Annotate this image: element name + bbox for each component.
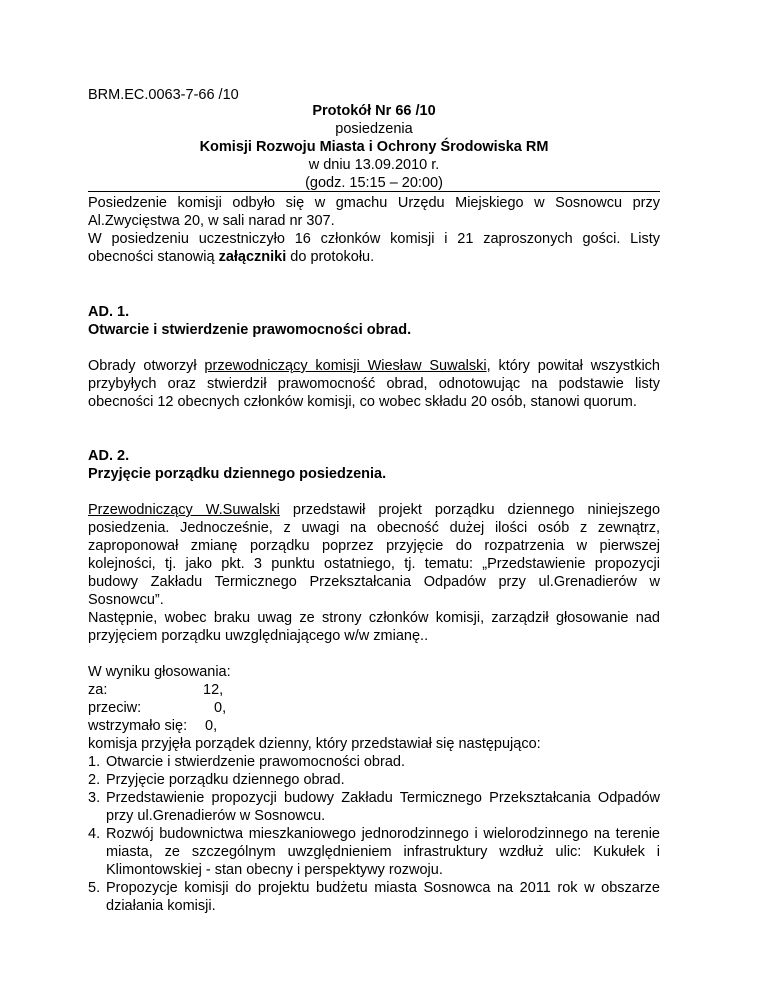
agenda-item-number: 4.	[88, 826, 101, 842]
agenda-item-number: 2.	[88, 772, 101, 788]
ad2-paragraph-proposal	[88, 501, 660, 609]
agenda-item-number: 5.	[88, 880, 101, 896]
vote-value: 0,	[205, 718, 218, 734]
agenda-item-number: 1.	[88, 754, 101, 770]
agenda-item-text: Przyjęcie porządku dziennego obrad.	[106, 772, 345, 788]
agenda-item	[88, 771, 660, 789]
vote-label: przeciw:	[88, 700, 142, 716]
ad1-text-start: Obrady otworzył	[88, 358, 205, 374]
committee-name: Komisji Rozwoju Miasta i Ochrony Środowiska RM	[199, 139, 549, 155]
vote-label: wstrzymało się:	[88, 718, 188, 734]
ad2-title: Przyjęcie porządku dziennego posiedzenia.	[88, 466, 387, 482]
vote-row-against	[88, 699, 660, 717]
vote-value: 12,	[203, 682, 224, 698]
agenda-item	[88, 789, 660, 825]
intro-attendance	[88, 230, 660, 266]
agenda-list	[88, 753, 660, 915]
agenda-item-text: Rozwój budownictwa mieszkaniowego jednorodzinnego i wielorodzinnego na terenie miasta, ze szczególnym uwzględnieniem infrastruktury wzdłuż ulic: Kukułek i Klimontowskiej - stan obecny i perspektywy rozwoju.	[106, 826, 660, 878]
ad2-section	[88, 447, 660, 915]
ad1-title: Otwarcie i stwierdzenie prawomocności obrad.	[88, 322, 412, 338]
attachments-label: załączniki	[218, 249, 287, 265]
vote-result: komisja przyjęła porządek dzienny, który przedstawiał się następująco:	[88, 736, 541, 752]
intro-attendance-end: do protokołu.	[286, 249, 375, 265]
vote-value: 0,	[214, 700, 227, 716]
ad1-text-rest: , który powitał wszystkich przybyłych oraz stwierdził prawomocność obrad, odnotowując na podstawie listy obecności 12 obecnych członków komisji, co wobec składu 20 osób, stanowi quorum.	[88, 358, 660, 410]
chairman-name: przewodniczący komisji Wiesław Suwalski	[204, 358, 487, 374]
chairman-short-name: Przewodniczący W.Suwalski	[88, 502, 280, 518]
protocol-title: Protokół Nr 66 /10	[312, 103, 436, 119]
agenda-item-text: Przedstawienie propozycji budowy Zakładu Termicznego Przekształcania Odpadów przy ul.Grenadierów w Sosnowcu.	[106, 790, 660, 824]
vote-label: za:	[88, 682, 108, 698]
meeting-date: w dniu 13.09.2010 r.	[308, 157, 440, 173]
ad2-heading: AD. 2.	[88, 448, 130, 464]
agenda-item-text: Propozycje komisji do projektu budżetu miasta Sosnowca na 2011 rok w obszarze działania komisji.	[106, 880, 660, 914]
ad1-paragraph	[88, 357, 660, 411]
agenda-item-number: 3.	[88, 790, 101, 806]
document-reference: BRM.EC.0063-7-66 /10	[88, 87, 239, 103]
header-divider	[88, 191, 660, 192]
meeting-hours: (godz. 15:15 – 20:00)	[305, 175, 443, 191]
ad1-section	[88, 303, 660, 411]
intro-attendance-text: W posiedzeniu uczestniczyło 16 członków komisji i 21 zaproszonych gości. Listy obecności stanowią	[88, 231, 660, 265]
ad2-proposal-text: przedstawił projekt porządku dziennego niniejszego posiedzenia. Jednocześnie, z uwagi na obecność dużej ilości osób z zewnątrz, zaproponował zmianę porządku poprzez przyjęcie do rozpatrzenia w pierwszej kolejności, tj. jako pkt. 3 punktu ostatniego, tj. tematu: „Przedstawienie propozycji budowy Zakładu Termicznego Przekształcania Odpadów przy ul.Grenadierów w Sosnowcu”.	[88, 502, 661, 608]
protocol-subtitle: posiedzenia	[335, 121, 413, 137]
agenda-item	[88, 879, 660, 915]
vote-row-abstain	[88, 717, 660, 735]
ad2-paragraph-vote-call: Następnie, wobec braku uwag ze strony członków komisji, zarządził głosowanie nad przyjęciem porządku uwzględniającego w/w zmianę..	[88, 610, 660, 644]
vote-row-for	[88, 681, 660, 699]
agenda-item	[88, 753, 660, 771]
agenda-item	[88, 825, 660, 879]
intro-location: Posiedzenie komisji odbyło się w gmachu Urzędu Miejskiego w Sosnowcu przy Al.Zwycięstwa 20, w sali narad nr 307.	[88, 195, 660, 229]
intro-section	[88, 194, 660, 266]
agenda-item-text: Otwarcie i stwierdzenie prawomocności obrad.	[106, 754, 405, 770]
ad1-heading: AD. 1.	[88, 304, 130, 320]
vote-intro: W wyniku głosowania:	[88, 664, 231, 680]
document-header	[88, 102, 660, 192]
